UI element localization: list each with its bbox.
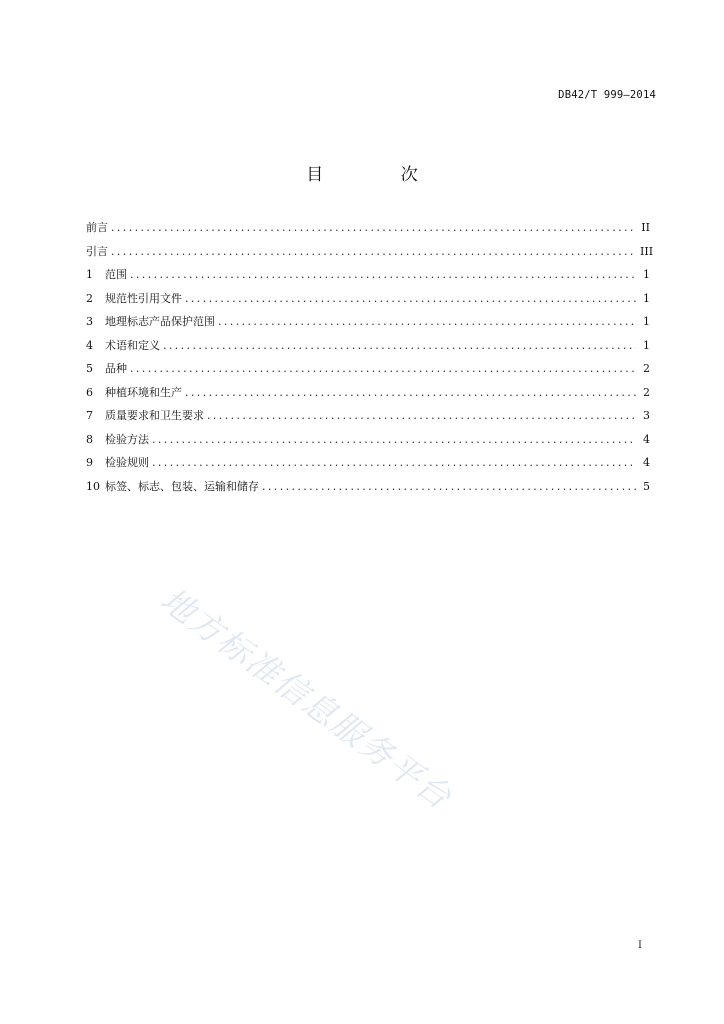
toc-entry-page: 1 (643, 338, 650, 352)
toc-entry-number: 2 (86, 291, 93, 305)
toc-leader-dots (130, 266, 636, 284)
toc-leader-dots (218, 313, 636, 331)
toc-entry-number: 4 (86, 338, 93, 352)
toc-leader-dots (111, 219, 636, 237)
toc-entry-page: 1 (643, 291, 650, 305)
toc-entry-2[interactable] (86, 290, 650, 314)
toc-entry-number: 5 (86, 362, 93, 375)
toc-entry-title: 品种 (105, 362, 127, 375)
toc-entry-title: 种植环境和生产 (105, 385, 182, 399)
toc-entry-9[interactable] (86, 454, 650, 478)
watermark: 地方标准信息服务平台 (153, 579, 460, 818)
toc-entry-number: 10 (86, 479, 100, 493)
toc-leader-dots (152, 454, 636, 472)
toc-entry-page: 1 (643, 268, 650, 281)
toc-entry-page: 5 (643, 479, 650, 493)
toc-entry-number: 3 (86, 315, 93, 328)
toc-entry-3[interactable] (86, 313, 650, 337)
toc-entry-page: III (640, 244, 654, 258)
toc-entry-page: 4 (643, 432, 650, 446)
toc-leader-dots (163, 337, 636, 355)
toc-entry-number: 9 (86, 456, 93, 469)
toc-leader-dots (152, 431, 636, 449)
toc-leader-dots (262, 478, 636, 496)
toc-entry-foreword[interactable] (86, 219, 650, 243)
toc-entry-page: II (641, 221, 650, 234)
toc-entry-1[interactable] (86, 266, 650, 290)
toc-entry-8[interactable] (86, 431, 650, 455)
toc-leader-dots (185, 384, 636, 402)
toc-entry-title: 标签、标志、包装、运输和储存 (105, 479, 259, 493)
toc-entry-4[interactable] (86, 337, 650, 361)
toc-entry-number: 7 (86, 409, 93, 422)
toc-entry-title: 规范性引用文件 (105, 291, 182, 305)
table-of-contents (86, 219, 654, 501)
toc-entry-title: 引言 (86, 244, 108, 258)
toc-entry-title: 范围 (105, 268, 127, 281)
toc-leader-dots (207, 407, 636, 425)
toc-entry-title: 地理标志产品保护范围 (105, 315, 215, 328)
toc-entry-title: 检验规则 (105, 456, 149, 469)
toc-entry-page: 4 (643, 456, 650, 469)
toc-entry-page: 3 (643, 409, 650, 422)
toc-entry-number: 6 (86, 385, 93, 399)
document-code: DB42/T 999—2014 (558, 89, 656, 101)
toc-entry-number: 8 (86, 432, 93, 446)
toc-entry-6[interactable] (86, 384, 650, 408)
toc-entry-introduction[interactable] (86, 243, 654, 267)
toc-entry-page: 1 (643, 315, 650, 328)
toc-entry-10[interactable] (86, 478, 650, 502)
toc-leader-dots (111, 243, 636, 261)
page-title: 目 次 (306, 165, 454, 185)
toc-entry-7[interactable] (86, 407, 650, 431)
toc-leader-dots (185, 290, 636, 308)
toc-entry-5[interactable] (86, 360, 650, 384)
toc-entry-page: 2 (643, 362, 650, 375)
toc-leader-dots (130, 360, 636, 378)
toc-entry-page: 2 (643, 385, 650, 399)
toc-entry-title: 前言 (86, 221, 108, 234)
toc-entry-title: 质量要求和卫生要求 (105, 409, 204, 422)
toc-entry-title: 术语和定义 (105, 338, 160, 352)
toc-entry-title: 检验方法 (105, 432, 149, 446)
page-number: I (638, 940, 642, 951)
toc-entry-number: 1 (86, 268, 93, 281)
